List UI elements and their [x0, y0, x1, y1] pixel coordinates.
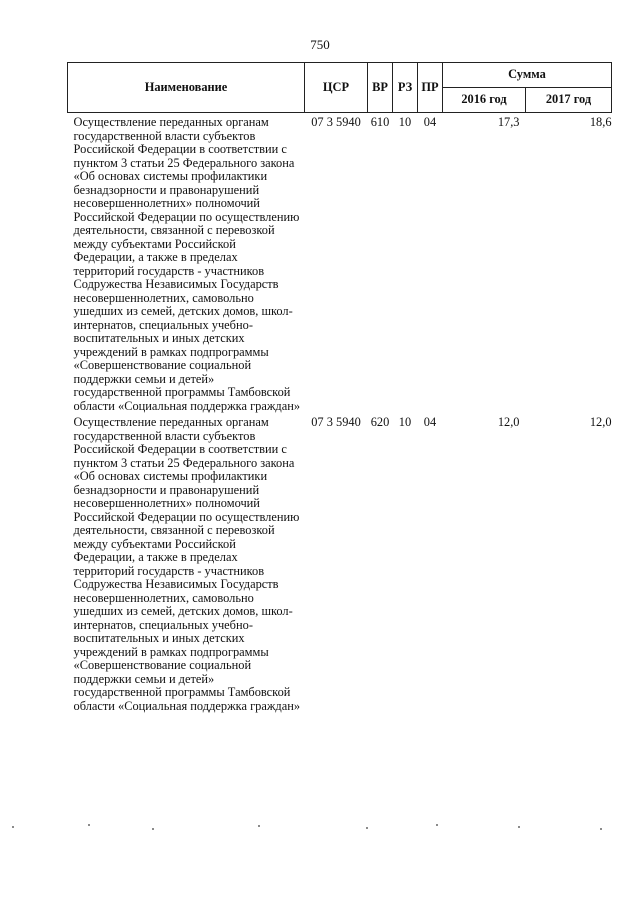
table-row — [68, 413, 612, 713]
row-csr: 07 3 5940 — [311, 415, 361, 429]
row-sum-2016: 12,0 — [497, 415, 520, 429]
row-pr: 04 — [423, 415, 437, 429]
speck — [436, 824, 438, 826]
row-name: Осуществление переданных органам государственной власти субъектов Российской Федерации в соответствии с пунктом 3 статьи 25 Федерального закона «Об основах системы профилактики безнадзорности и правонарушений несовершеннолетних» полномочий Российской Федерации по осуществлению деятельности, связанной с перевозкой между субъектами Российской Федерации, а также в пределах территорий государств - участников Содружества Независимых Государств несовершеннолетних, самовольно ушедших из семей, детских домов, школ-интернатов, специальных учебно-воспитательных и иных детских учреждений в рамках подпрограммы «Совершенствование социальной поддержки семьи и детей» государственной программы Тамбовской области «Социальная поддержка граждан» — [73, 115, 301, 413]
speck — [258, 825, 260, 827]
header-csr: ЦСР — [305, 63, 368, 113]
row-vr: 610 — [370, 115, 390, 129]
speck — [600, 828, 602, 830]
table-header — [68, 63, 612, 113]
speck — [152, 828, 154, 830]
header-pr: ПР — [418, 63, 443, 113]
header-rz: РЗ — [393, 63, 418, 113]
row-csr: 07 3 5940 — [311, 115, 361, 129]
row-rz: 10 — [398, 115, 412, 129]
page-number: 750 — [310, 37, 330, 52]
header-year-2017: 2017 год — [526, 88, 612, 113]
header-year-2016: 2016 год — [443, 88, 526, 113]
speck — [366, 827, 368, 829]
speck — [12, 826, 14, 828]
header-sum: Сумма — [443, 63, 612, 88]
row-sum-2017: 18,6 — [589, 115, 612, 129]
row-sum-2016: 17,3 — [497, 115, 520, 129]
speck — [518, 826, 520, 828]
speck — [88, 824, 90, 826]
row-rz: 10 — [398, 415, 412, 429]
row-sum-2017: 12,0 — [589, 415, 612, 429]
budget-table — [67, 62, 612, 713]
scan-specks — [0, 818, 640, 838]
row-vr: 620 — [370, 415, 390, 429]
header-name: Наименование — [68, 63, 305, 113]
header-vr: ВР — [368, 63, 393, 113]
table-row — [68, 113, 612, 414]
row-name: Осуществление переданных органам государственной власти субъектов Российской Федерации в соответствии с пунктом 3 статьи 25 Федерального закона «Об основах системы профилактики безнадзорности и правонарушений несовершеннолетних» полномочий Российской Федерации по осуществлению деятельности, связанной с перевозкой между субъектами Российской Федерации, а также в пределах территорий государств - участников Содружества Независимых Государств несовершеннолетних, самовольно ушедших из семей, детских домов, школ-интернатов, специальных учебно-воспитательных и иных детских учреждений в рамках подпрограммы «Совершенствование социальной поддержки семьи и детей» государственной программы Тамбовской области «Социальная поддержка граждан» — [73, 415, 301, 713]
row-pr: 04 — [423, 115, 437, 129]
